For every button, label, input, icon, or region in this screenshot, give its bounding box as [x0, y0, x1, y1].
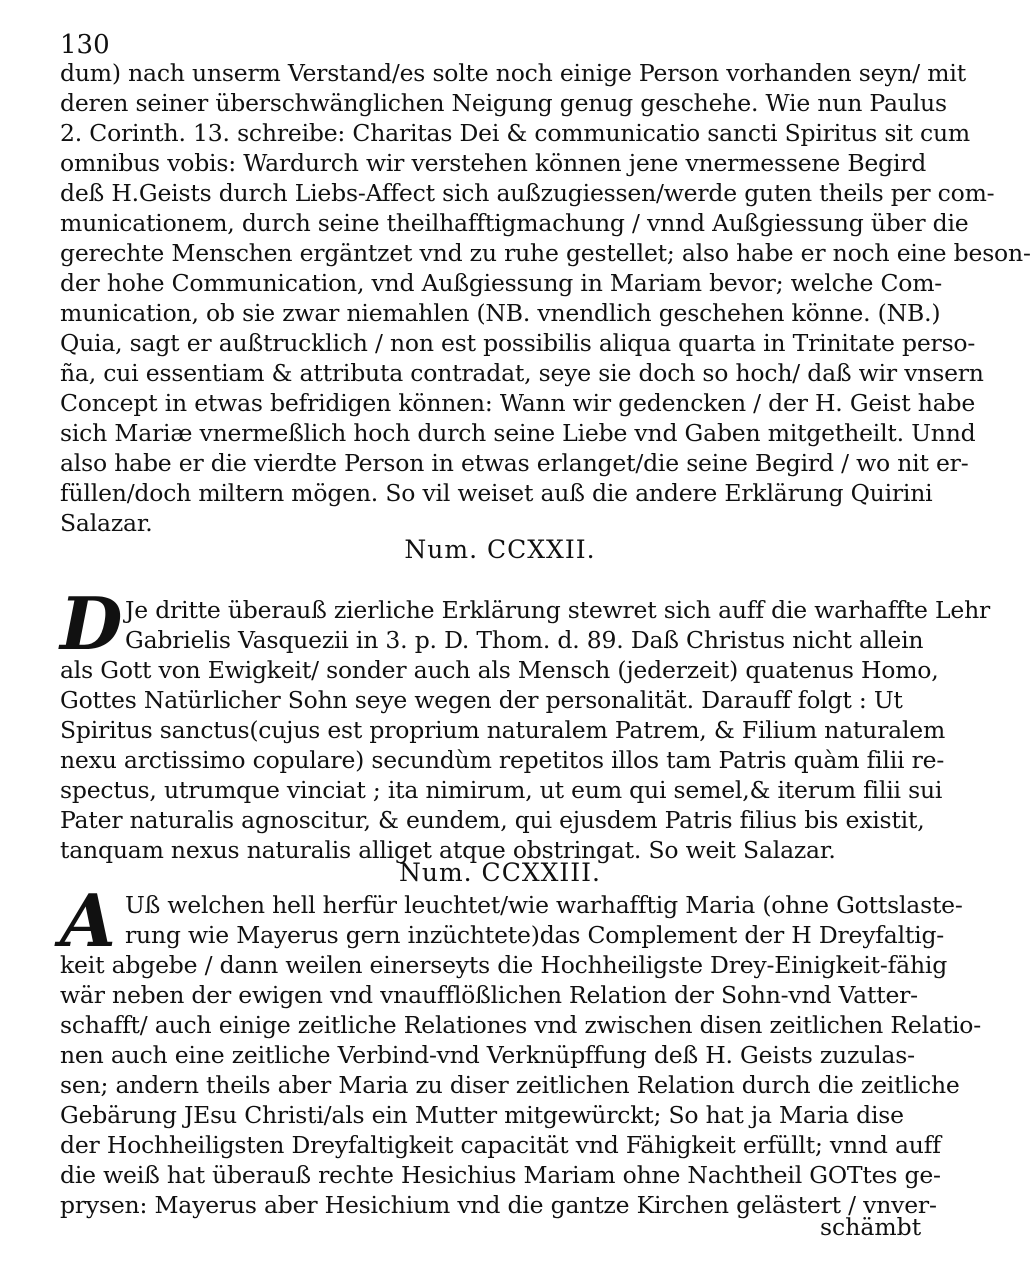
text-line: sen; andern theils aber Maria zu diser zeitlichen Relation durch die zeitliche [60, 1071, 960, 1099]
text-line: Uß welchen hell herfür leuchtet/wie warhafftig Maria (ohne Gottslaste- [125, 891, 963, 919]
text-line: munication, ob sie zwar niemahlen (NB. vnendlich geschehen könne. (NB.) [60, 299, 941, 327]
text-line: deren seiner überschwänglichen Neigung genug geschehe. Wie nun Paulus [60, 89, 947, 117]
text-line: tanquam nexus naturalis alliget atque obstringat. So weit Salazar. [60, 836, 836, 864]
text-line: als Gott von Ewigkeit/ sonder auch als Mensch (jederzeit) quatenus Homo, [60, 656, 939, 684]
text-line: Spiritus sanctus(cujus est proprium naturalem Patrem, & Filium naturalem [60, 716, 946, 744]
text-line: der Hochheiligsten Dreyfaltigkeit capacität vnd Fähigkeit erfüllt; vnnd auff [60, 1131, 941, 1159]
text-line: nexu arctissimo copulare) secundùm repetitos illos tam Patris quàm filii re- [60, 746, 945, 774]
text-line: schafft/ auch einige zeitliche Relationes vnd zwischen disen zeitlichen Relatio- [60, 1011, 981, 1039]
text-line: omnibus vobis: Wardurch wir verstehen können jene vnermessene Begird [60, 149, 927, 177]
text-line: die weiß hat überauß rechte Hesichius Mariam ohne Nachtheil GOTtes ge- [60, 1161, 941, 1189]
text-line: dum) nach unserm Verstand/es solte noch einige Person vorhanden seyn/ mit [60, 59, 966, 87]
text-line: Concept in etwas befridigen können: Wann wir gedencken / der H. Geist habe [60, 389, 976, 417]
text-line: deß H.Geists durch Liebs-Affect sich außzugiessen/werde guten theils per com- [60, 179, 995, 207]
text-line: 2. Corinth. 13. schreibe: Charitas Dei & communicatio sancti Spiritus sit cum [60, 119, 970, 147]
text-line: Je dritte überauß zierliche Erklärung stewret sich auff die warhaffte Lehr [125, 596, 991, 624]
drop-cap: D [60, 581, 123, 666]
page-number: 130 [60, 30, 110, 60]
text-line: der hohe Communication, vnd Außgiessung in Mariam bevor; welche Com- [60, 269, 943, 297]
text-line: rung wie Mayerus gern inzüchtete)das Complement der H Dreyfaltig- [125, 921, 945, 949]
text-line: sich Mariæ vnermeßlich hoch durch seine Liebe vnd Gaben mitgetheilt. Unnd [60, 419, 976, 447]
text-line: keit abgebe / dann weilen einerseyts die Hochheiligste Drey-Einigkeit-fähig [60, 951, 948, 979]
section-heading: Num. CCXXIII. [398, 858, 601, 887]
text-line: wär neben der ewigen vnd vnaufflößlichen Relation der Sohn-vnd Vatter- [60, 981, 918, 1009]
text-line: spectus, utrumque vinciat ; ita nimirum, ut eum qui semel,& iterum filii sui [60, 776, 943, 804]
text-line: nen auch eine zeitliche Verbind-vnd Verknüpffung deß H. Geists zuzulas- [60, 1041, 915, 1069]
text-line: füllen/doch miltern mögen. So vil weiset auß die andere Erklärung Quirini [60, 479, 933, 507]
drop-cap: A [60, 878, 116, 963]
text-line: Salazar. [60, 509, 153, 537]
text-line: also habe er die vierdte Person in etwas erlanget/die seine Begird / wo nit er- [60, 449, 969, 477]
text-line: Gebärung JEsu Christi/als ein Mutter mitgewürckt; So hat ja Maria dise [60, 1101, 904, 1129]
text-line: Pater naturalis agnoscitur, & eundem, qui ejusdem Patris filius bis existit, [60, 806, 925, 834]
text-line: prysen: Mayerus aber Hesichium vnd die gantze Kirchen gelästert / vnver- [60, 1191, 937, 1219]
text-line: Quia, sagt er außtrucklich / non est possibilis aliqua quarta in Trinitate perso- [60, 329, 976, 357]
catchword: schämbt [820, 1213, 922, 1241]
section-heading: Num. CCXXII. [404, 535, 596, 564]
text-line: Gottes Natürlicher Sohn seye wegen der personalität. Darauff folgt : Ut [60, 686, 903, 714]
text-line: gerechte Menschen ergäntzet vnd zu ruhe gestellet; also habe er noch eine beson- [60, 239, 1031, 267]
text-line: Gabrielis Vasquezii in 3. p. D. Thom. d. 89. Daß Christus nicht allein [125, 626, 924, 654]
text-line: municationem, durch seine theilhafftigmachung / vnnd Außgiessung über die [60, 209, 969, 237]
text-line: ña, cui essentiam & attributa contradat, seye sie doch so hoch/ daß wir vnsern [60, 359, 984, 387]
